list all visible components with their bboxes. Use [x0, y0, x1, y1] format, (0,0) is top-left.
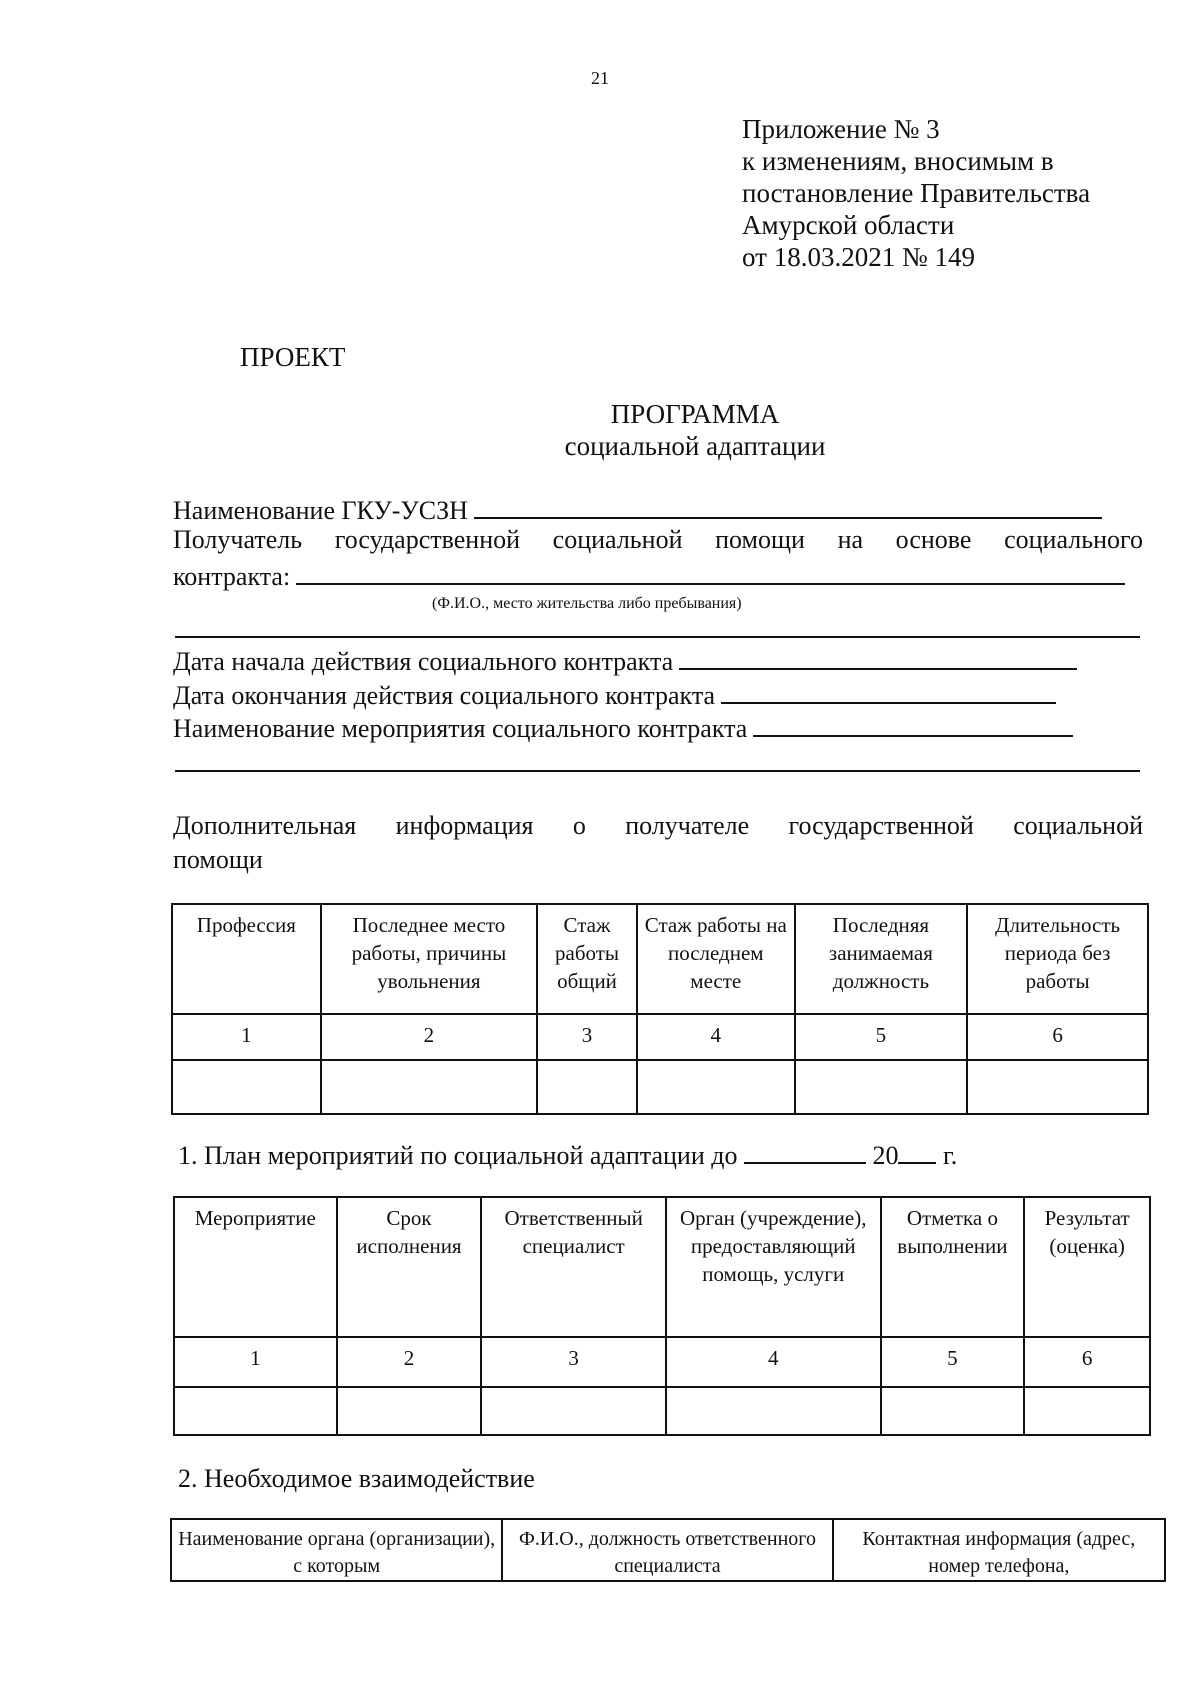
- table-header-cell: Орган (учреждение), предоставляющий помощь, услуги: [666, 1197, 881, 1337]
- year-suffix: г.: [942, 1141, 958, 1170]
- appendix-block: [742, 113, 1162, 273]
- year-blank[interactable]: [898, 1138, 936, 1164]
- event-name-label: Наименование мероприятия социального контракта: [173, 714, 748, 743]
- table-number-cell: 3: [537, 1014, 637, 1060]
- document-title: ПРОГРАММА: [610, 399, 780, 429]
- table-input-cell[interactable]: [795, 1060, 968, 1114]
- table-row: [174, 1387, 1150, 1435]
- table-header-cell: Стаж работы на последнем месте: [637, 904, 795, 1014]
- recipient-label-line2: контракта:: [173, 562, 291, 591]
- table-header-cell: Наименование органа (организации), с которым: [171, 1519, 502, 1581]
- additional-info-line2: помощи: [173, 845, 263, 874]
- end-date-blank[interactable]: [721, 676, 1056, 704]
- section-2-heading: 2. Необходимое взаимодействие: [178, 1464, 535, 1493]
- section-1-label: 1. План мероприятий по социальной адаптации до: [178, 1141, 738, 1170]
- table-header-row: [174, 1197, 1150, 1337]
- recipient-field: [173, 557, 1143, 593]
- table-number-row: [172, 1014, 1148, 1060]
- recipient-blank-extra[interactable]: [175, 636, 1140, 638]
- table-number-cell: 2: [337, 1337, 482, 1387]
- table-header-row: [171, 1519, 1165, 1581]
- appendix-line: Амурской области: [742, 210, 955, 240]
- table-input-cell[interactable]: [881, 1387, 1025, 1435]
- end-date-label: Дата окончания действия социального контракта: [173, 681, 716, 710]
- table-header-cell: Отметка о выполнении: [881, 1197, 1025, 1337]
- end-date-field: [173, 676, 1143, 712]
- table-input-cell[interactable]: [174, 1387, 337, 1435]
- table-number-cell: 4: [637, 1014, 795, 1060]
- table-number-cell: 5: [881, 1337, 1025, 1387]
- table-input-cell[interactable]: [537, 1060, 637, 1114]
- table-number-cell: 5: [795, 1014, 968, 1060]
- document-subtitle: социальной адаптации: [564, 431, 826, 461]
- appendix-line: постановление Правительства: [742, 178, 1091, 208]
- document-title-block: [0, 398, 1200, 462]
- org-name-field: [173, 491, 1143, 527]
- recipient-hint: (Ф.И.О., место жительства либо пребывания): [432, 595, 742, 612]
- table-header-cell: Длительность периода без работы: [967, 904, 1148, 1014]
- table-number-row: [174, 1337, 1150, 1387]
- appendix-line: к изменениям, вносимым в: [742, 146, 1054, 176]
- table-header-cell: Профессия: [172, 904, 321, 1014]
- table-number-cell: 6: [967, 1014, 1148, 1060]
- appendix-line: от 18.03.2021 № 149: [742, 242, 975, 272]
- table-input-cell[interactable]: [172, 1060, 321, 1114]
- table-number-cell: 6: [1024, 1337, 1150, 1387]
- start-date-label: Дата начала действия социального контракта: [173, 647, 674, 676]
- additional-info-line1: Дополнительная информация о получателе государственной социальной: [173, 811, 1143, 840]
- event-name-field: [173, 709, 1143, 745]
- table-header-cell: Последнее место работы, причины увольнения: [321, 904, 537, 1014]
- org-name-label: Наименование ГКУ-УСЗН: [173, 496, 468, 525]
- table-header-row: [172, 904, 1148, 1014]
- table-input-cell[interactable]: [481, 1387, 666, 1435]
- table-input-cell[interactable]: [321, 1060, 537, 1114]
- table-input-cell[interactable]: [1024, 1387, 1150, 1435]
- table-input-cell[interactable]: [967, 1060, 1148, 1114]
- table-header-cell: Ф.И.О., должность ответственного специалиста: [502, 1519, 832, 1581]
- table-header-cell: Последняя занимаемая должность: [795, 904, 968, 1014]
- org-name-blank[interactable]: [474, 491, 1102, 519]
- table-number-cell: 4: [666, 1337, 881, 1387]
- recipient-label-line1: Получатель государственной социальной помощи на основе социального: [173, 525, 1143, 554]
- year-prefix: 20: [872, 1141, 899, 1170]
- table-number-cell: 3: [481, 1337, 666, 1387]
- table-number-cell: 2: [321, 1014, 537, 1060]
- date-blank[interactable]: [744, 1138, 866, 1164]
- appendix-line: Приложение № 3: [742, 114, 940, 144]
- table-row: [172, 1060, 1148, 1114]
- table-header-cell: Мероприятие: [174, 1197, 337, 1337]
- event-name-blank[interactable]: [753, 709, 1073, 737]
- table-number-cell: 1: [172, 1014, 321, 1060]
- section-1-heading: [178, 1138, 957, 1171]
- interaction-table: [170, 1518, 1166, 1582]
- adaptation-plan-table: [173, 1196, 1151, 1436]
- table-header-cell: Контактная информация (адрес, номер телефона,: [833, 1519, 1165, 1581]
- table-header-cell: Ответственный специалист: [481, 1197, 666, 1337]
- project-stamp: ПРОЕКТ: [240, 342, 346, 372]
- start-date-field: [173, 642, 1143, 678]
- page-number: 21: [591, 68, 609, 88]
- table-header-cell: Результат (оценка): [1024, 1197, 1150, 1337]
- table-input-cell[interactable]: [637, 1060, 795, 1114]
- recipient-info-table: [171, 903, 1149, 1115]
- table-input-cell[interactable]: [666, 1387, 881, 1435]
- start-date-blank[interactable]: [679, 642, 1077, 670]
- table-header-cell: Срок исполнения: [337, 1197, 482, 1337]
- event-name-blank-extra[interactable]: [175, 770, 1140, 772]
- table-input-cell[interactable]: [337, 1387, 482, 1435]
- table-number-cell: 1: [174, 1337, 337, 1387]
- recipient-blank[interactable]: [296, 557, 1125, 585]
- table-header-cell: Стаж работы общий: [537, 904, 637, 1014]
